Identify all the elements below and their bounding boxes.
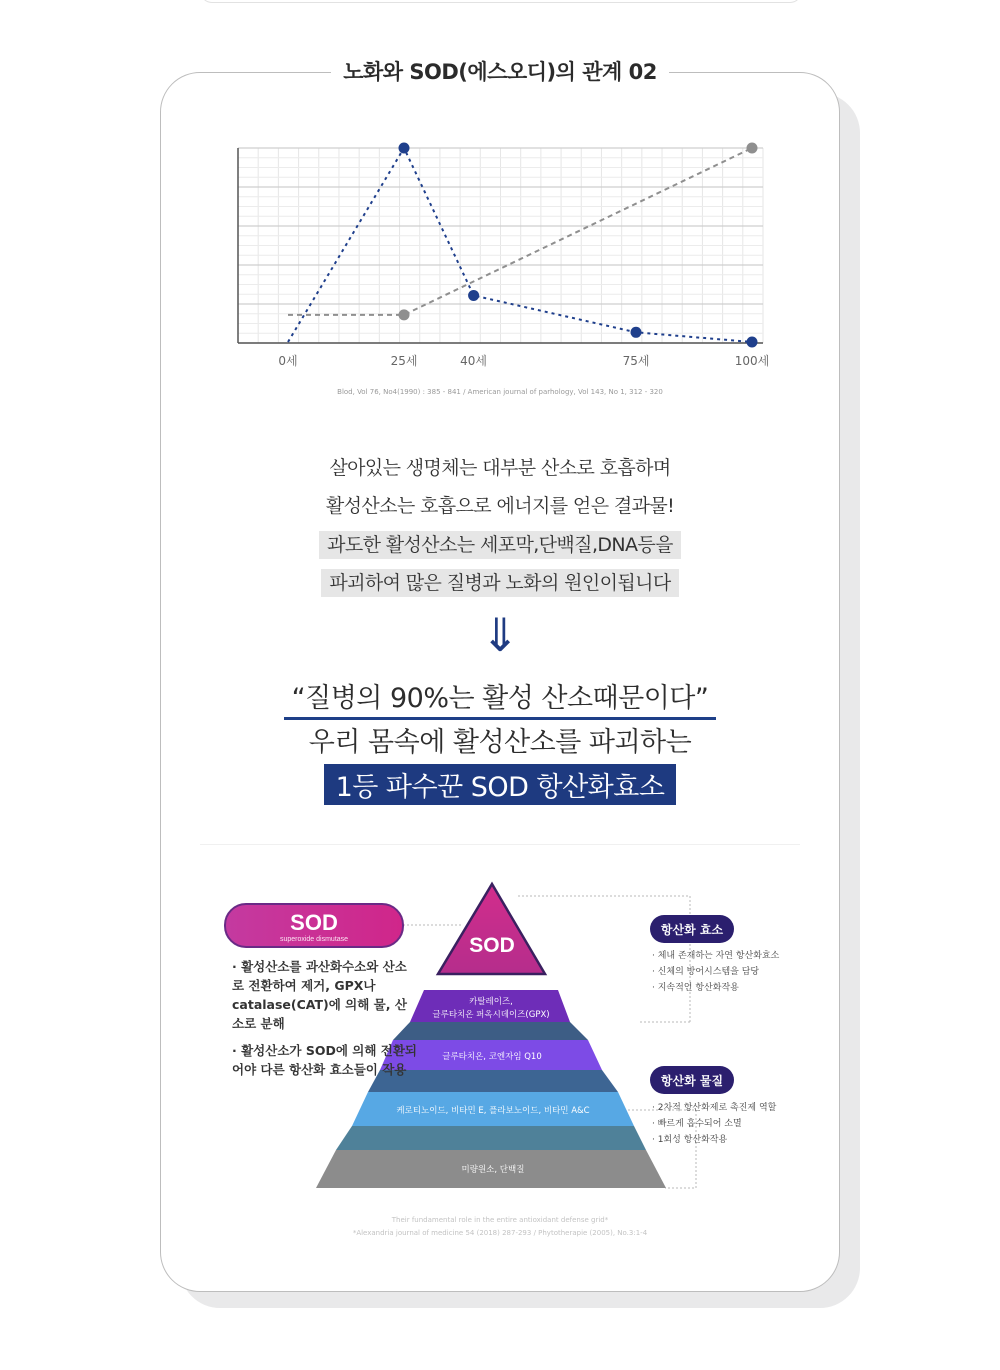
quote-row [0, 676, 1000, 720]
substance-list [652, 1100, 776, 1148]
substance-item-2: · 빠르게 흡수되어 소멸 [652, 1119, 742, 1129]
pyramid-apex-label: SOD [469, 934, 515, 957]
enzyme-item-1: · 체내 존재하는 자연 항산화효소 [652, 951, 780, 961]
pyramid-apex [438, 884, 545, 974]
footnote-2: *Alexandria journal of medicine 54 (2018) 287-293 / Phytotherapie (2005), No.3:1-4 [352, 1229, 648, 1237]
chart-grid [238, 148, 763, 343]
section-title-row [0, 56, 1000, 86]
x-tick-label: 40세 [460, 354, 488, 368]
down-arrow-icon: ⇓ [480, 608, 520, 662]
enzyme-item-3: · 지속적인 항산화작용 [652, 983, 739, 993]
body-line-3-row [0, 530, 1000, 557]
sod-badge-title: SOD [290, 910, 338, 935]
tier-3-label: 케로티노이드, 비타민 E, 플라보노이드, 비타민 A&C [396, 1106, 590, 1116]
series-2-point-3 [747, 143, 758, 154]
series-1-point-4 [631, 327, 642, 338]
tier-4-label: 미량원소, 단백질 [461, 1165, 525, 1175]
chart-source: Blod, Vol 76, No4(1990) : 385 - 841 / American journal of parhology, Vol 143, No 1, 312 - 320 [337, 388, 663, 396]
x-tick-label: 25세 [390, 354, 418, 368]
sod-bullet-1: · 활성산소를 과산화수소와 산소로 전환하여 제거, GPX나 catalase(CAT)에 의해 물, 산소로 분해 [232, 959, 407, 1031]
enzyme-item-2: · 신체의 방어시스템을 담당 [652, 967, 760, 977]
x-tick-label: 100세 [734, 354, 770, 368]
previous-section-tab [200, 0, 802, 3]
band-3 [336, 1126, 646, 1150]
antioxidant-substance-label: 항산화 물질 [660, 1074, 724, 1088]
band-1 [393, 1022, 588, 1040]
section-title: 노화와 SOD(에스오디)의 관계 02 [331, 60, 669, 84]
substance-item-3: · 1회성 항산화작용 [652, 1135, 728, 1145]
body-line-1: 살아있는 생명체는 대부분 산소로 호흡하며 [329, 457, 671, 479]
body-line-3: 과도한 활성산소는 세포막,단백질,DNA등을 [319, 531, 681, 559]
body-line-2: 활성산소는 호흡으로 에너지를 얻은 결과물! [325, 495, 675, 517]
sod-badge [225, 904, 403, 947]
quote-text: “질병의 90%는 활성 산소때문이다” [284, 676, 717, 720]
sod-banner: 1등 파수꾼 SOD 항산화효소 [324, 764, 677, 805]
antioxidant-enzyme-label: 항산화 효소 [660, 923, 724, 937]
divider [200, 844, 800, 845]
series-2-point-2 [399, 309, 410, 320]
series-1-point-3 [468, 290, 479, 301]
series-1-point-5 [747, 337, 758, 348]
banner-row [0, 764, 1000, 805]
sod-description [232, 957, 417, 1087]
tier-1-label-2: 글루타치온 퍼옥시데이즈(GPX) [432, 1010, 550, 1020]
footnote-1: Their fundamental role in the entire antioxidant defense grid* [391, 1216, 609, 1224]
tier-1-label-1: 카탈레이즈, [469, 997, 513, 1007]
sod-badge-subtitle: superoxide dismutase [279, 936, 349, 943]
tier-2-label: 글루타치온, 코엔자임 Q10 [442, 1052, 542, 1062]
series-1-point-2 [399, 143, 410, 154]
x-tick-label: 0세 [278, 354, 298, 368]
enzyme-list [652, 948, 779, 996]
sod-bullet-2: · 활성산소가 SOD에 의해 전환되어야 다른 항산화 효소들이 작용 [232, 1043, 417, 1077]
body-line-4-row [0, 568, 1000, 595]
subline-text: 우리 몸속에 활성산소를 파괴하는 [308, 727, 692, 758]
x-tick-label: 75세 [622, 354, 650, 368]
chart-x-labels [278, 353, 769, 368]
aging-sod-chart [180, 130, 780, 380]
body-line-4: 파괴하여 많은 질병과 노화의 원인이됩니다 [321, 569, 678, 597]
substance-item-1: · 2차적 항산화제로 촉진제 역할 [652, 1103, 777, 1113]
